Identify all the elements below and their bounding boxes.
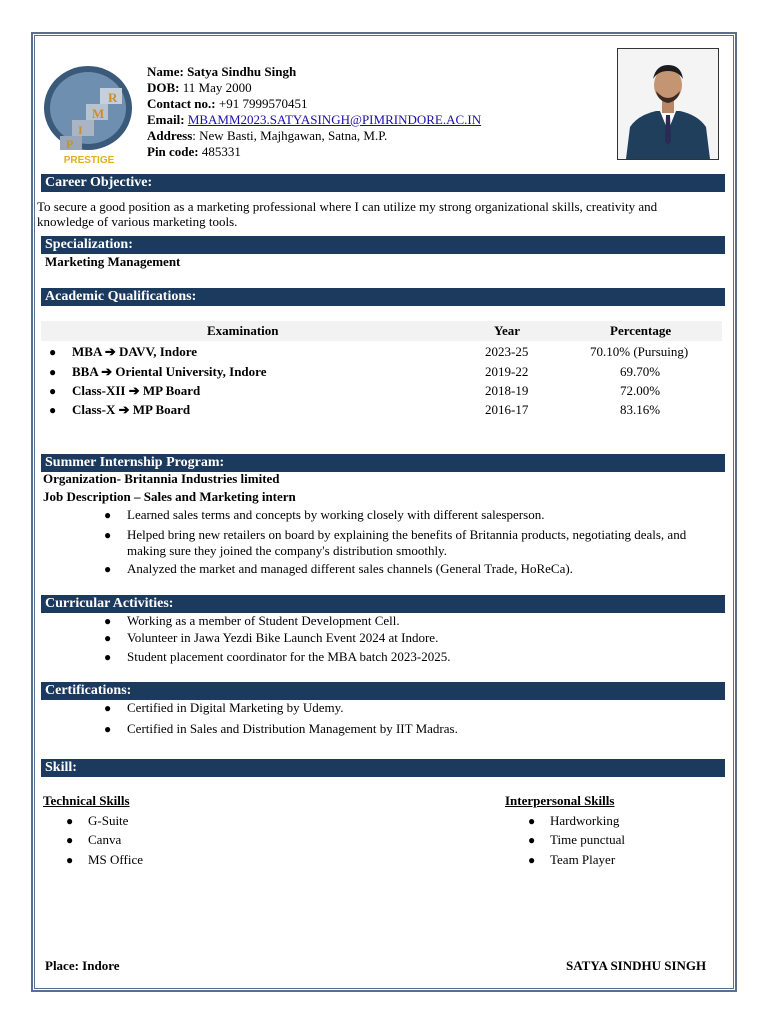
academic-year: 2016-17 [485, 402, 529, 417]
pin-label: Pin code: [147, 144, 199, 159]
bullet-icon: ● [528, 853, 536, 867]
internship-bullet: Analyzed the market and managed different sales channels (General Trade, HoReCa). [127, 561, 573, 576]
section-academic: Academic Qualifications: [41, 288, 725, 306]
technical-skill-item: Canva [88, 832, 122, 847]
academic-percentage: 70.10% (Pursuing) [590, 344, 689, 359]
interpersonal-skill-item: Hardworking [550, 813, 620, 828]
academic-exam: BBA ➔ Oriental University, Indore [72, 364, 267, 379]
bullet-icon: ● [49, 365, 57, 379]
interpersonal-skills-title: Interpersonal Skills [505, 793, 615, 808]
section-curricular: Curricular Activities: [41, 595, 725, 613]
bullet-icon: ● [66, 814, 74, 828]
signature-name: SATYA SINDHU SINGH [566, 958, 707, 973]
dob-value: 11 May 2000 [182, 80, 252, 95]
section-certifications: Certifications: [41, 682, 725, 700]
svg-text:I: I [78, 123, 83, 137]
bullet-icon: ● [104, 650, 112, 664]
name-value: Satya Sindhu Singh [187, 64, 297, 79]
technical-skill-item: MS Office [88, 852, 144, 867]
curricular-bullet: Student placement coordinator for the MBA batch 2023-2025. [127, 649, 451, 664]
section-skill: Skill: [41, 759, 725, 777]
email-line [147, 112, 481, 128]
career-text-line1: To secure a good position as a marketing professional where I can utilize my strong organizational skills, creativity and [37, 199, 658, 214]
pin-value: 485331 [201, 144, 241, 159]
academic-exam: Class-X ➔ MP Board [72, 402, 191, 417]
career-text-line2: knowledge of various marketing tools. [37, 214, 238, 229]
specialization-value: Marketing Management [45, 254, 181, 269]
place-value: : Indore [74, 958, 120, 973]
internship-job-description: Job Description – Sales and Marketing intern [43, 489, 296, 504]
section-internship: Summer Internship Program: [41, 454, 725, 472]
contact-label: Contact no.: [147, 96, 216, 111]
address-label: Address [147, 128, 193, 143]
contact-line [147, 96, 307, 112]
email-label: Email: [147, 112, 185, 127]
curricular-bullet: Working as a member of Student Development Cell. [127, 613, 400, 628]
academic-header-percentage: Percentage [610, 323, 672, 338]
svg-text:R: R [108, 90, 118, 105]
institute-logo [42, 62, 138, 166]
bullet-icon: ● [66, 853, 74, 867]
bullet-icon: ● [104, 701, 112, 715]
logo-text: PRESTIGE [63, 155, 115, 166]
bullet-icon: ● [104, 508, 112, 522]
academic-percentage: 83.16% [620, 402, 661, 417]
name-line [147, 64, 296, 80]
bullet-icon: ● [104, 562, 112, 576]
section-specialization: Specialization: [41, 236, 725, 254]
svg-text:M: M [92, 106, 105, 121]
internship-organization: Organization- Britannia Industries limited [43, 471, 280, 486]
technical-skill-item: G-Suite [88, 813, 129, 828]
technical-skills-title: Technical Skills [43, 793, 130, 808]
curricular-bullet: Volunteer in Jawa Yezdi Bike Launch Event 2024 at Indore. [127, 630, 439, 645]
dob-line [147, 80, 252, 96]
certification-bullet: Certified in Sales and Distribution Management by IIT Madras. [127, 721, 458, 736]
academic-year: 2023-25 [485, 344, 529, 359]
place-label: Place [45, 958, 75, 973]
internship-bullet: Learned sales terms and concepts by working closely with different salesperson. [127, 507, 545, 522]
dob-label: DOB: [147, 80, 180, 95]
bullet-icon: ● [49, 384, 57, 398]
bullet-icon: ● [104, 614, 112, 628]
profile-photo [617, 48, 719, 160]
address-value: : New Basti, Majhgawan, Satna, M.P. [192, 128, 388, 143]
name-label: Name: [147, 64, 184, 79]
internship-bullet: Helped bring new retailers on board by explaining the benefits of Britannia products, negotiating deals, and [127, 527, 687, 542]
bullet-icon: ● [528, 814, 536, 828]
contact-value: +91 7999570451 [218, 96, 308, 111]
interpersonal-skill-item: Time punctual [550, 832, 625, 847]
bullet-icon: ● [104, 722, 112, 736]
bullet-icon: ● [104, 631, 112, 645]
academic-percentage: 69.70% [620, 364, 661, 379]
email-link[interactable]: MBAMM2023.SATYASINGH@PIMRINDORE.AC.IN [187, 112, 482, 127]
certification-bullet: Certified in Digital Marketing by Udemy. [127, 700, 344, 715]
internship-bullet-continuation: making sure they joined the company's distribution smoothly. [127, 543, 447, 558]
place-line [45, 958, 120, 974]
address-line [147, 128, 387, 144]
academic-exam: MBA ➔ DAVV, Indore [72, 344, 198, 359]
bullet-icon: ● [104, 528, 112, 542]
bullet-icon: ● [66, 833, 74, 847]
bullet-icon: ● [528, 833, 536, 847]
bullet-icon: ● [49, 345, 57, 359]
academic-header-year: Year [494, 323, 520, 338]
section-career-objective: Career Objective: [41, 174, 725, 192]
interpersonal-skill-item: Team Player [550, 852, 616, 867]
pin-line [147, 144, 241, 160]
svg-text:P: P [66, 137, 74, 151]
academic-percentage: 72.00% [620, 383, 661, 398]
academic-year: 2019-22 [485, 364, 529, 379]
academic-year: 2018-19 [485, 383, 529, 398]
academic-exam: Class-XII ➔ MP Board [72, 383, 201, 398]
academic-header-exam: Examination [207, 323, 279, 338]
bullet-icon: ● [49, 403, 57, 417]
